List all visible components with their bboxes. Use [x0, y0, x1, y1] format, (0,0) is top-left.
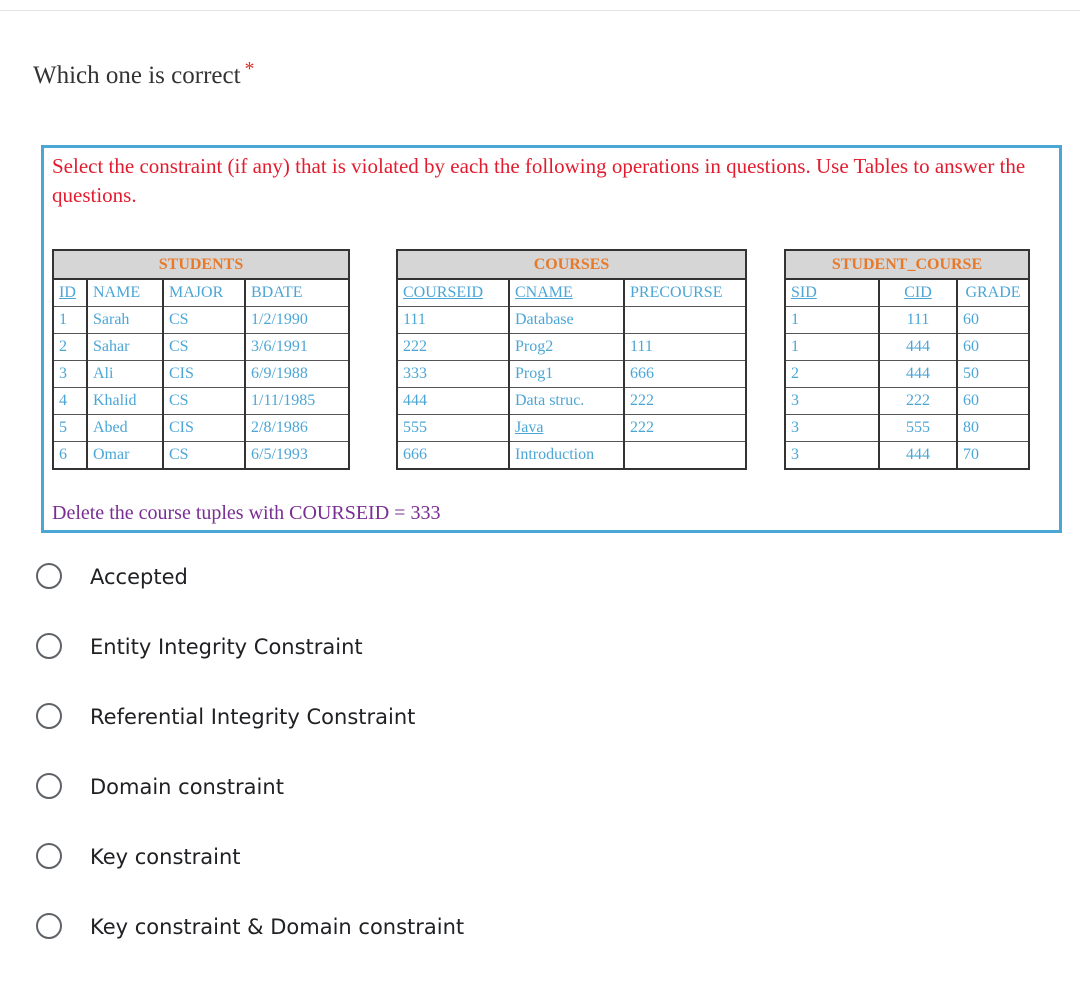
- table-cell: 444: [879, 361, 957, 388]
- column-header: CNAME: [509, 279, 624, 307]
- table-cell: 2: [785, 361, 879, 388]
- radio-button[interactable]: [36, 633, 62, 659]
- table-cell: 222: [879, 388, 957, 415]
- required-asterisk: *: [244, 58, 255, 80]
- option-label: Referential Integrity Constraint: [90, 705, 416, 729]
- table-cell: CS: [163, 388, 245, 415]
- table-row: [53, 361, 349, 388]
- top-divider: [0, 10, 1080, 11]
- table-row: [785, 442, 1029, 470]
- table-cell: Sarah: [87, 307, 163, 334]
- table-cell: 1: [785, 334, 879, 361]
- table-cell: 666: [397, 442, 509, 470]
- option-label: Accepted: [90, 565, 188, 589]
- radio-button[interactable]: [36, 843, 62, 869]
- table-row: [785, 388, 1029, 415]
- table-cell: 5: [53, 415, 87, 442]
- table-cell: CIS: [163, 361, 245, 388]
- option-accepted[interactable]: [36, 560, 736, 630]
- table-cell: 1/2/1990: [245, 307, 349, 334]
- column-header: NAME: [87, 279, 163, 307]
- table-cell: 1/11/1985: [245, 388, 349, 415]
- table-cell: Database: [509, 307, 624, 334]
- table-cell: Omar: [87, 442, 163, 470]
- instruction-text: Select the constraint (if any) that is violated by each the following operations in questions. Use Tables to answer the questions.: [52, 154, 1026, 207]
- table-cell: 2: [53, 334, 87, 361]
- table-cell: 111: [397, 307, 509, 334]
- option-referential-integrity[interactable]: [36, 700, 736, 770]
- question-text: Which one is correct: [33, 62, 241, 89]
- table-cell: CS: [163, 334, 245, 361]
- table-cell: Java: [509, 415, 624, 442]
- table-cell: 60: [957, 334, 1029, 361]
- column-header: SID: [785, 279, 879, 307]
- table-row: [785, 334, 1029, 361]
- table-cell: 6: [53, 442, 87, 470]
- table-row: [397, 442, 746, 470]
- table-cell: 3: [785, 388, 879, 415]
- table-row: [397, 388, 746, 415]
- table-row: [53, 334, 349, 361]
- column-header: BDATE: [245, 279, 349, 307]
- table-cell: 111: [879, 307, 957, 334]
- column-header: ID: [53, 279, 87, 307]
- option-label: Entity Integrity Constraint: [90, 635, 363, 659]
- table-cell: 555: [397, 415, 509, 442]
- table-cell: 60: [957, 307, 1029, 334]
- option-key-and-domain-constraint[interactable]: [36, 910, 736, 980]
- option-label: Domain constraint: [90, 775, 284, 799]
- table-cell: 70: [957, 442, 1029, 470]
- operation-text: Delete the course tuples with COURSEID = 333: [52, 502, 441, 524]
- question-title: [33, 58, 255, 90]
- table-row: [53, 442, 349, 470]
- courses-table-title: COURSES: [397, 250, 746, 279]
- table-cell: 222: [624, 388, 746, 415]
- student-course-table-title: STUDENT_COURSE: [785, 250, 1029, 279]
- option-label: Key constraint & Domain constraint: [90, 915, 465, 939]
- table-row: [785, 361, 1029, 388]
- table-cell: 444: [879, 334, 957, 361]
- table-row: [785, 415, 1029, 442]
- table-cell: 2/8/1986: [245, 415, 349, 442]
- table-cell: 666: [624, 361, 746, 388]
- table-cell: 3/6/1991: [245, 334, 349, 361]
- table-cell: 333: [397, 361, 509, 388]
- table-cell: 60: [957, 388, 1029, 415]
- table-row: [53, 388, 349, 415]
- column-header: PRECOURSE: [624, 279, 746, 307]
- table-cell: 6/5/1993: [245, 442, 349, 470]
- column-header: MAJOR: [163, 279, 245, 307]
- answer-options: [36, 560, 736, 980]
- table-row: [53, 415, 349, 442]
- table-cell: Ali: [87, 361, 163, 388]
- option-key-constraint[interactable]: [36, 840, 736, 910]
- table-cell: 4: [53, 388, 87, 415]
- table-cell: [624, 442, 746, 470]
- table-cell: Prog1: [509, 361, 624, 388]
- table-cell: 50: [957, 361, 1029, 388]
- table-row: [397, 415, 746, 442]
- table-cell: Abed: [87, 415, 163, 442]
- radio-button[interactable]: [36, 913, 62, 939]
- option-domain-constraint[interactable]: [36, 770, 736, 840]
- table-cell: CS: [163, 307, 245, 334]
- option-label: Key constraint: [90, 845, 241, 869]
- table-cell: 3: [785, 415, 879, 442]
- table-cell: Data struc.: [509, 388, 624, 415]
- table-cell: CS: [163, 442, 245, 470]
- radio-button[interactable]: [36, 703, 62, 729]
- table-cell: Sahar: [87, 334, 163, 361]
- table-cell: Introduction: [509, 442, 624, 470]
- question-image: [41, 145, 1062, 533]
- table-row: [397, 361, 746, 388]
- table-row: [785, 307, 1029, 334]
- table-row: [397, 307, 746, 334]
- table-cell: 3: [53, 361, 87, 388]
- table-cell: 1: [785, 307, 879, 334]
- column-header: COURSEID: [397, 279, 509, 307]
- column-header: CID: [879, 279, 957, 307]
- table-cell: 80: [957, 415, 1029, 442]
- table-cell: 222: [397, 334, 509, 361]
- table-cell: Prog2: [509, 334, 624, 361]
- courses-table: [396, 249, 747, 470]
- table-cell: Khalid: [87, 388, 163, 415]
- table-row: [397, 334, 746, 361]
- table-cell: 222: [624, 415, 746, 442]
- table-cell: [624, 307, 746, 334]
- radio-button[interactable]: [36, 563, 62, 589]
- table-cell: 3: [785, 442, 879, 470]
- students-table: [52, 249, 350, 470]
- option-entity-integrity[interactable]: [36, 630, 736, 700]
- table-cell: 6/9/1988: [245, 361, 349, 388]
- table-row: [53, 307, 349, 334]
- table-cell: CIS: [163, 415, 245, 442]
- table-cell: 111: [624, 334, 746, 361]
- table-cell: 1: [53, 307, 87, 334]
- radio-button[interactable]: [36, 773, 62, 799]
- column-header: GRADE: [957, 279, 1029, 307]
- student-course-table: [784, 249, 1030, 470]
- table-cell: 555: [879, 415, 957, 442]
- table-cell: 444: [397, 388, 509, 415]
- table-cell: 444: [879, 442, 957, 470]
- students-table-title: STUDENTS: [53, 250, 349, 279]
